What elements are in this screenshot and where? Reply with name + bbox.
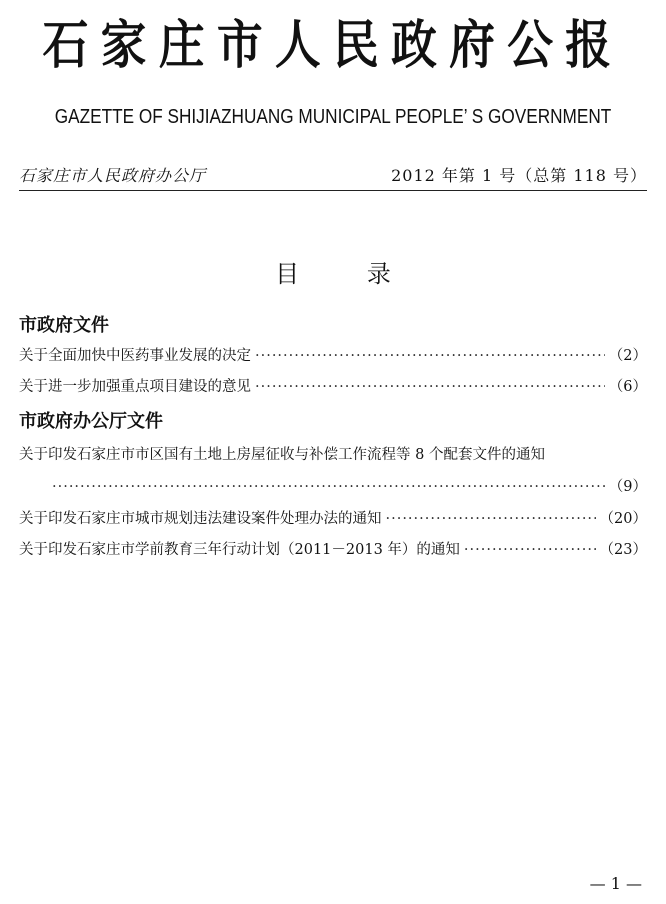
leader-dots [255,345,605,367]
page-number: — 1 — [589,874,642,893]
leader-dots [386,508,596,530]
issue-info-line [19,162,647,191]
toc-entry[interactable] [19,508,647,530]
toc-entry-continuation[interactable] [52,476,647,498]
toc-entry-page: （6） [608,379,647,395]
leader-dots [52,476,605,498]
toc-section-heading: 市政府办公厅文件 [19,411,163,432]
issue-number: 2012 年第 1 号（总第 118 号） [391,166,647,185]
toc-entry-page: （2） [608,348,647,364]
toc-title-char-1: 目 [275,260,300,288]
toc-entry-first-line[interactable] [19,444,647,466]
toc-entry[interactable] [19,345,647,367]
toc-entry-page: （9） [608,479,647,495]
gazette-subtitle: GAZETTE OF SHIJIAZHUANG MUNICIPAL PEOPLE’ S GOVERNMENT [54,106,612,128]
toc-section-heading: 市政府文件 [19,315,109,336]
toc-entry-page: （20） [599,511,647,527]
toc-entry-title: 关于印发石家庄市学前教育三年行动计划（2011－2013 年）的通知 [19,542,460,558]
leader-dots [255,376,605,398]
leader-dots [464,539,596,561]
toc-title [0,258,666,290]
toc-entry-title: 关于印发石家庄市城市规划违法建设案件处理办法的通知 [19,511,382,527]
toc-entry-title: 关于印发石家庄市市区国有土地上房屋征收与补偿工作流程等 8 个配套文件的通知 [19,447,545,463]
toc-entry-title: 关于全面加快中医药事业发展的决定 [19,348,251,364]
issuer-name: 石家庄市人民政府办公厅 [19,166,207,185]
toc-entry-page: （23） [599,542,647,558]
toc-title-char-2: 录 [366,260,391,288]
gazette-masthead: 石家庄市人民政府公报 [42,16,624,76]
toc-entry[interactable] [19,539,647,561]
toc-entry-title: 关于进一步加强重点项目建设的意见 [19,379,251,395]
toc-entry[interactable] [19,376,647,398]
